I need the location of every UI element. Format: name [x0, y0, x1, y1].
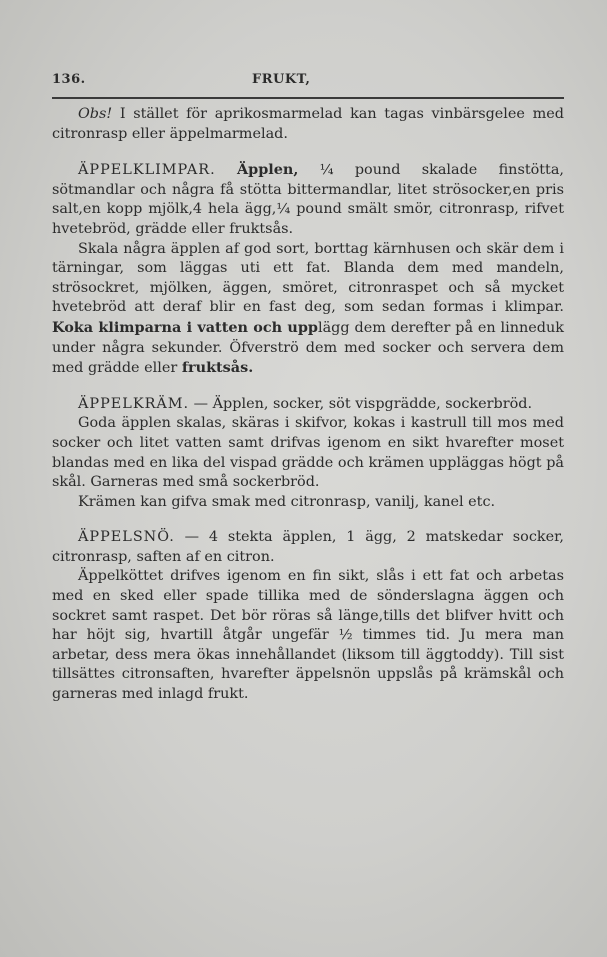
- page-body: [52, 105, 564, 705]
- appelkram-ingredients: [52, 395, 564, 415]
- appelklimpar-ingredients: [52, 160, 564, 239]
- appelklimpar-instructions-bold: Koka klimparna i vatten och upp: [52, 318, 318, 336]
- appelklimpar-title: ÄPPELKLIMPAR.: [78, 162, 216, 179]
- appelklimpar-intro-bold: Äpplen,: [236, 161, 299, 179]
- appelsno-ingredients: [52, 528, 564, 567]
- obs-note: [52, 105, 564, 144]
- running-head: [52, 72, 564, 90]
- appelkram-instructions: Goda äpplen skalas, skäras i skifvor, kokas i kastrull till mos med socker och litet vatten samt drifvas igenom en sikt hvarefter moset blandas med en lika del vispad grädde och krämen uppläggas högt på skål. Garneras med små sockerbröd.: [52, 415, 564, 491]
- appelklimpar-instructions-1: Skala några äpplen af god sort, borttag kärnhusen och skär dem i tärningar, som läggas uti ett fat. Blanda dem med mandeln, strösockret, mjölken, äggen, smöret, citronraspet och så mycket hvetebröd att deraf blir en fast deg, som sedan formas i klimpar.: [52, 240, 564, 316]
- appelklimpar-instructions-end: fruktsås.: [181, 359, 254, 377]
- appelklimpar-instructions: [52, 240, 564, 379]
- header-rule: [52, 97, 564, 99]
- appelkram-title: ÄPPELKRÄM.: [78, 395, 190, 412]
- appelklimpar-intro-text: ¼ pound skalade finstötta, sötmandlar och några få stötta bittermandlar, litet strösocker,en pris salt,en kopp mjölk,4 hela ägg,¼ pound smält smör, citronrasp, rifvet hvetebröd, grädde eller fruktsås.: [52, 162, 564, 237]
- appelsno-instructions: Äppelköttet drifves igenom en fin sikt, slås i ett fat och arbetas med en sked eller spade tillika med de sönderslagna äggen och sockret samt raspet. Det bör röras så länge,tills det blifver hvitt och har höjt sig, hvartill åtgår ungefär ½ timmes tid. Ju mera man arbetar, dess mera ökas innehållandet (liksom till äggtoddy). Till sist tillsättes citronsaften, hvarefter äppelsnön uppslås på krämskål och garneras med inlagd frukt.: [52, 568, 564, 703]
- appelsno-title: ÄPPELSNÖ.: [78, 529, 175, 546]
- appelkram-intro: — Äpplen, socker, söt vispgrädde, sockerbröd.: [189, 395, 533, 412]
- appelsno-intro: — 4 stekta äpplen, 1 ägg, 2 matskedar socker, citronrasp, saften af en citron.: [52, 529, 564, 565]
- appelkram-note: Krämen kan gifva smak med citronrasp, vanilj, kanel etc.: [78, 493, 496, 510]
- running-title: FRUKT,: [252, 72, 311, 87]
- appelklimpar-instructions-2: lägg dem derefter på en linneduk under några sekunder. Öfverströ dem med socker och servera dem med grädde eller: [52, 319, 565, 377]
- obs-text: I stället för aprikosmarmelad kan tagas vinbärsgelee med citronrasp eller äppelmarmelad.: [52, 106, 564, 142]
- obs-label: Obs!: [78, 106, 113, 122]
- page-number: 136.: [52, 72, 86, 87]
